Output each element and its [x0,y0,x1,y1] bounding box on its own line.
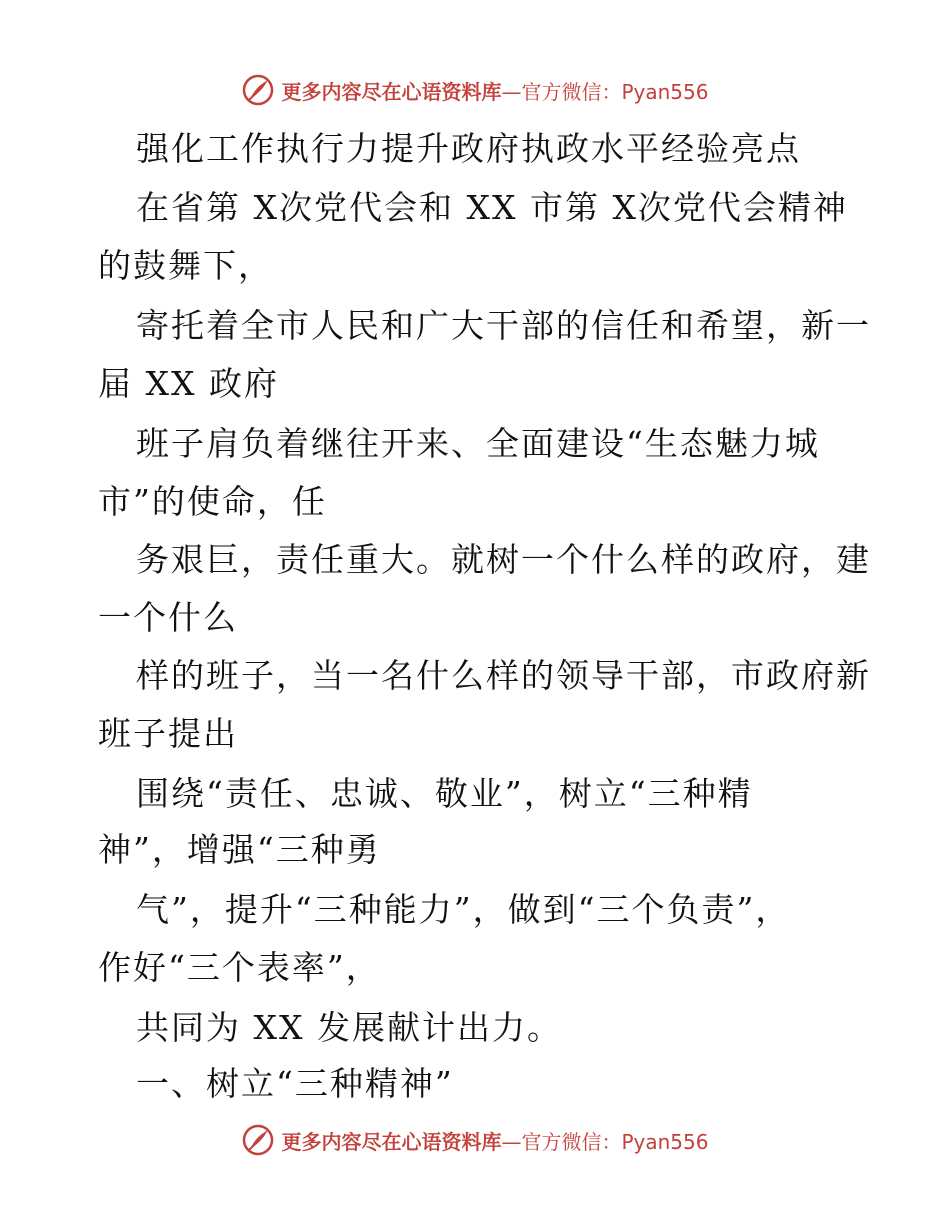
paragraph-line: 围绕“责任、忠诚、敬业”，树立“三种精 [136,774,753,813]
paragraph-line: 市”的使命，任 [98,482,327,521]
paragraph-line: 务艰巨，责任重大。就树一个什么样的政府，建 [136,540,871,579]
document-title: 强化工作执行力提升政府执政水平经验亮点 [136,129,801,168]
paragraph-line: 气”，提升“三种能力”，做到“三个负责”， [136,890,791,929]
footer-banner-text [281,1126,708,1155]
header-contact-text: 官方微信：Pyan556 [521,79,709,104]
paragraph-line: 寄托着全市人民和广大干部的信任和希望，新一 [136,306,871,345]
header-brand-text: 更多内容尽在心语资料库 [281,79,502,104]
paragraph-line: 班子肩负着继往开来、全面建设“生态魅力城 [136,424,820,463]
paragraph-line: 的鼓舞下， [98,246,273,285]
footer-banner [0,1120,950,1160]
paragraph-line: 作好“三个表率”， [98,948,381,987]
paragraph-line: 届 XX 政府 [98,364,279,403]
paragraph-line: 一个什么 [98,598,238,637]
paragraph-line: 在省第 X次党代会和 XX 市第 X次党代会精神 [136,188,848,227]
feather-pen-logo-icon [241,1123,275,1157]
footer-brand-text: 更多内容尽在心语资料库 [281,1129,502,1154]
section-heading: 一、树立“三种精神” [136,1064,454,1103]
paragraph-line: 共同为 XX 发展献计出力。 [136,1008,562,1047]
footer-separator: — [501,1129,522,1154]
paragraph-line: 班子提出 [98,714,238,753]
header-separator: — [501,79,522,104]
paragraph-line: 样的班子，当一名什么样的领导干部，市政府新 [136,656,871,695]
footer-contact-text: 官方微信：Pyan556 [521,1129,709,1154]
paragraph-line: 神”，增强“三种勇 [98,830,381,869]
